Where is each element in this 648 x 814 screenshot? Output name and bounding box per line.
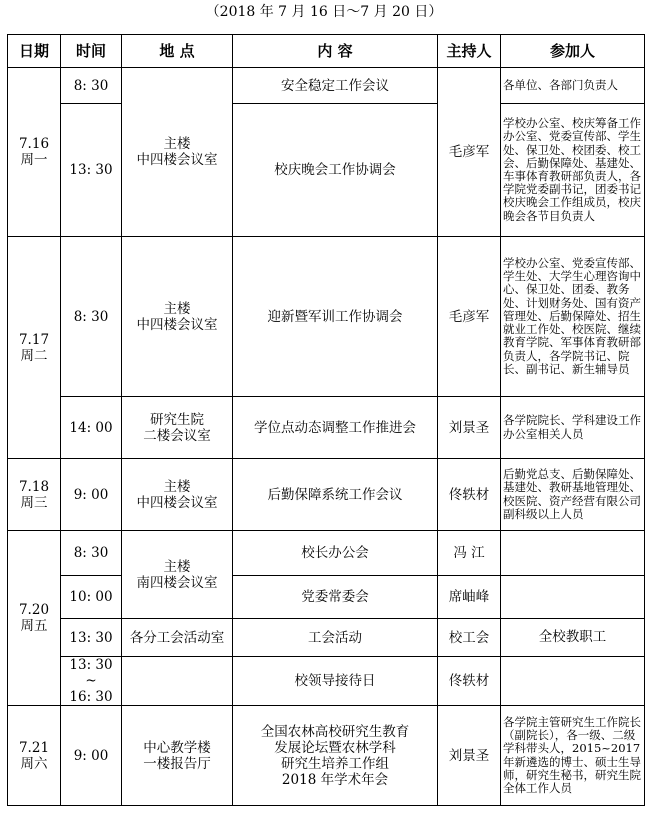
attendees-cell bbox=[501, 531, 645, 576]
table-row bbox=[8, 397, 645, 459]
host-cell: 席岫峰 bbox=[438, 576, 501, 619]
weekday-label: 周一 bbox=[20, 152, 48, 168]
place-cell bbox=[122, 68, 233, 237]
time-cell: 13: 30 bbox=[61, 104, 122, 237]
time-cell: 8: 30 bbox=[61, 531, 122, 576]
content-cell: 校领导接待日 bbox=[233, 657, 438, 706]
content-line: 全国农林高校研究生教育 bbox=[260, 723, 410, 740]
place-cell bbox=[122, 237, 233, 397]
place-line: 主楼 bbox=[163, 558, 191, 575]
date-cell bbox=[8, 706, 61, 806]
weekday-label: 周六 bbox=[20, 755, 48, 772]
attendees-cell: 各学院主管研究生工作院长（副院长），各一级、二级学科带头人，2015~2017年新遴选的博士、硕士生导师，研究生秘书，研究生院全体工作人员 bbox=[501, 706, 645, 806]
place-line: 主楼 bbox=[163, 300, 191, 317]
date-cell bbox=[8, 459, 61, 531]
host-cell: 校工会 bbox=[438, 619, 501, 657]
time-cell: 8: 30 bbox=[61, 68, 122, 104]
place-line: 中四楼会议室 bbox=[136, 494, 218, 511]
place-line: 中四楼会议室 bbox=[136, 152, 218, 168]
table-row bbox=[8, 706, 645, 806]
date-cell bbox=[8, 68, 61, 237]
header-row bbox=[8, 35, 645, 68]
table-row bbox=[8, 68, 645, 104]
date-label: 7.21 bbox=[18, 739, 50, 756]
place-cell bbox=[122, 531, 233, 619]
header-date: 日期 bbox=[8, 35, 61, 68]
attendees-cell: 后勤党总支、后勤保障处、基建处、教研基地管理处、校医院、资产经营有限公司副科级以上人员 bbox=[501, 459, 645, 531]
content-line: 2018 年学术年会 bbox=[281, 771, 389, 788]
place-line: 中四楼会议室 bbox=[136, 316, 218, 333]
place-line: 南四楼会议室 bbox=[136, 574, 218, 591]
host-cell: 冯 江 bbox=[438, 531, 501, 576]
attendees-cell: 各单位、各部门负责人 bbox=[501, 68, 645, 104]
content-cell bbox=[233, 706, 438, 806]
header-attendees: 参加人 bbox=[501, 35, 645, 68]
time-end: 16: 30 bbox=[69, 689, 113, 705]
content-line: 发展论坛暨农林学科 bbox=[274, 739, 396, 756]
place-cell bbox=[122, 397, 233, 459]
content-cell: 安全稳定工作会议 bbox=[233, 68, 438, 104]
header-place: 地 点 bbox=[122, 35, 233, 68]
time-cell: 13: 30 bbox=[61, 619, 122, 657]
attendees-cell: 学校办公室、校庆筹备工作办公室、党委宣传部、学生处、保卫处、校团委、校工会、后勤保障处、基建处、车事体育教研部负责人，各学院党委副书记，团委书记校庆晚会工作组成员，校庆晚会各节目负责人 bbox=[501, 104, 645, 237]
weekday-label: 周二 bbox=[20, 347, 48, 364]
time-cell: 14: 00 bbox=[61, 397, 122, 459]
content-cell: 校庆晚会工作协调会 bbox=[233, 104, 438, 237]
place-line: 主楼 bbox=[163, 478, 191, 495]
header-time: 时间 bbox=[61, 35, 122, 68]
content-line: 研究生培养工作组 bbox=[281, 755, 389, 772]
content-cell: 后勤保障系统工作会议 bbox=[233, 459, 438, 531]
content-cell: 迎新暨军训工作协调会 bbox=[233, 237, 438, 397]
header-host: 主持人 bbox=[438, 35, 501, 68]
weekday-label: 周三 bbox=[20, 494, 48, 511]
content-cell: 工会活动 bbox=[233, 619, 438, 657]
place-line: 主楼 bbox=[163, 136, 191, 152]
attendees-cell bbox=[501, 576, 645, 619]
table-row bbox=[8, 531, 645, 576]
attendees-cell: 全校教职工 bbox=[501, 619, 645, 657]
content-cell: 党委常委会 bbox=[233, 576, 438, 619]
attendees-cell: 学校办公室、党委宣传部、学生处、大学生心理咨询中心、保卫处、团委、教务处、计划财务处、国有资产管理处、后勤保障处、招生就业工作处、校医院、继续教育学院、军事体育教研部负责人，各学院书记、院长、副书记、新生辅导员 bbox=[501, 237, 645, 397]
time-cell: 8: 30 bbox=[61, 237, 122, 397]
attendees-cell bbox=[501, 657, 645, 706]
place-cell: 各分工会活动室 bbox=[122, 619, 233, 657]
place-cell bbox=[122, 706, 233, 806]
time-cell: 9: 00 bbox=[61, 459, 122, 531]
date-label: 7.20 bbox=[18, 602, 50, 618]
table-row bbox=[8, 459, 645, 531]
place-line: 研究生院 bbox=[150, 411, 204, 428]
time-start: 13: 30 bbox=[69, 657, 113, 673]
schedule-caption: （2018 年 7 月 16 日～7 月 20 日） bbox=[205, 4, 443, 20]
place-line: 二楼会议室 bbox=[143, 427, 211, 444]
host-cell: 佟轶材 bbox=[438, 459, 501, 531]
place-line: 中心教学楼 bbox=[143, 739, 211, 756]
host-cell: 毛彦军 bbox=[438, 68, 501, 237]
date-cell bbox=[8, 237, 61, 459]
place-cell bbox=[122, 657, 233, 706]
weekday-label: 周五 bbox=[20, 618, 48, 634]
date-label: 7.17 bbox=[18, 331, 50, 348]
place-cell bbox=[122, 459, 233, 531]
content-cell: 校长办公会 bbox=[233, 531, 438, 576]
time-cell: 10: 00 bbox=[61, 576, 122, 619]
table-row bbox=[8, 104, 645, 237]
table-row bbox=[8, 619, 645, 657]
host-cell: 毛彦军 bbox=[438, 237, 501, 397]
attendees-cell: 各学院院长、学科建设工作办公室相关人员 bbox=[501, 397, 645, 459]
table-row bbox=[8, 657, 645, 706]
table-row bbox=[8, 576, 645, 619]
time-separator: ~ bbox=[85, 673, 97, 689]
time-cell bbox=[61, 657, 122, 706]
content-cell: 学位点动态调整工作推进会 bbox=[233, 397, 438, 459]
schedule-table bbox=[7, 34, 645, 806]
table-row bbox=[8, 237, 645, 397]
date-label: 7.16 bbox=[18, 136, 50, 152]
host-cell: 刘景圣 bbox=[438, 706, 501, 806]
host-cell: 佟轶材 bbox=[438, 657, 501, 706]
time-cell: 9: 00 bbox=[61, 706, 122, 806]
date-cell bbox=[8, 531, 61, 706]
place-line: 一楼报告厅 bbox=[143, 755, 211, 772]
host-cell: 刘景圣 bbox=[438, 397, 501, 459]
date-label: 7.18 bbox=[18, 478, 50, 495]
header-content: 内 容 bbox=[233, 35, 438, 68]
